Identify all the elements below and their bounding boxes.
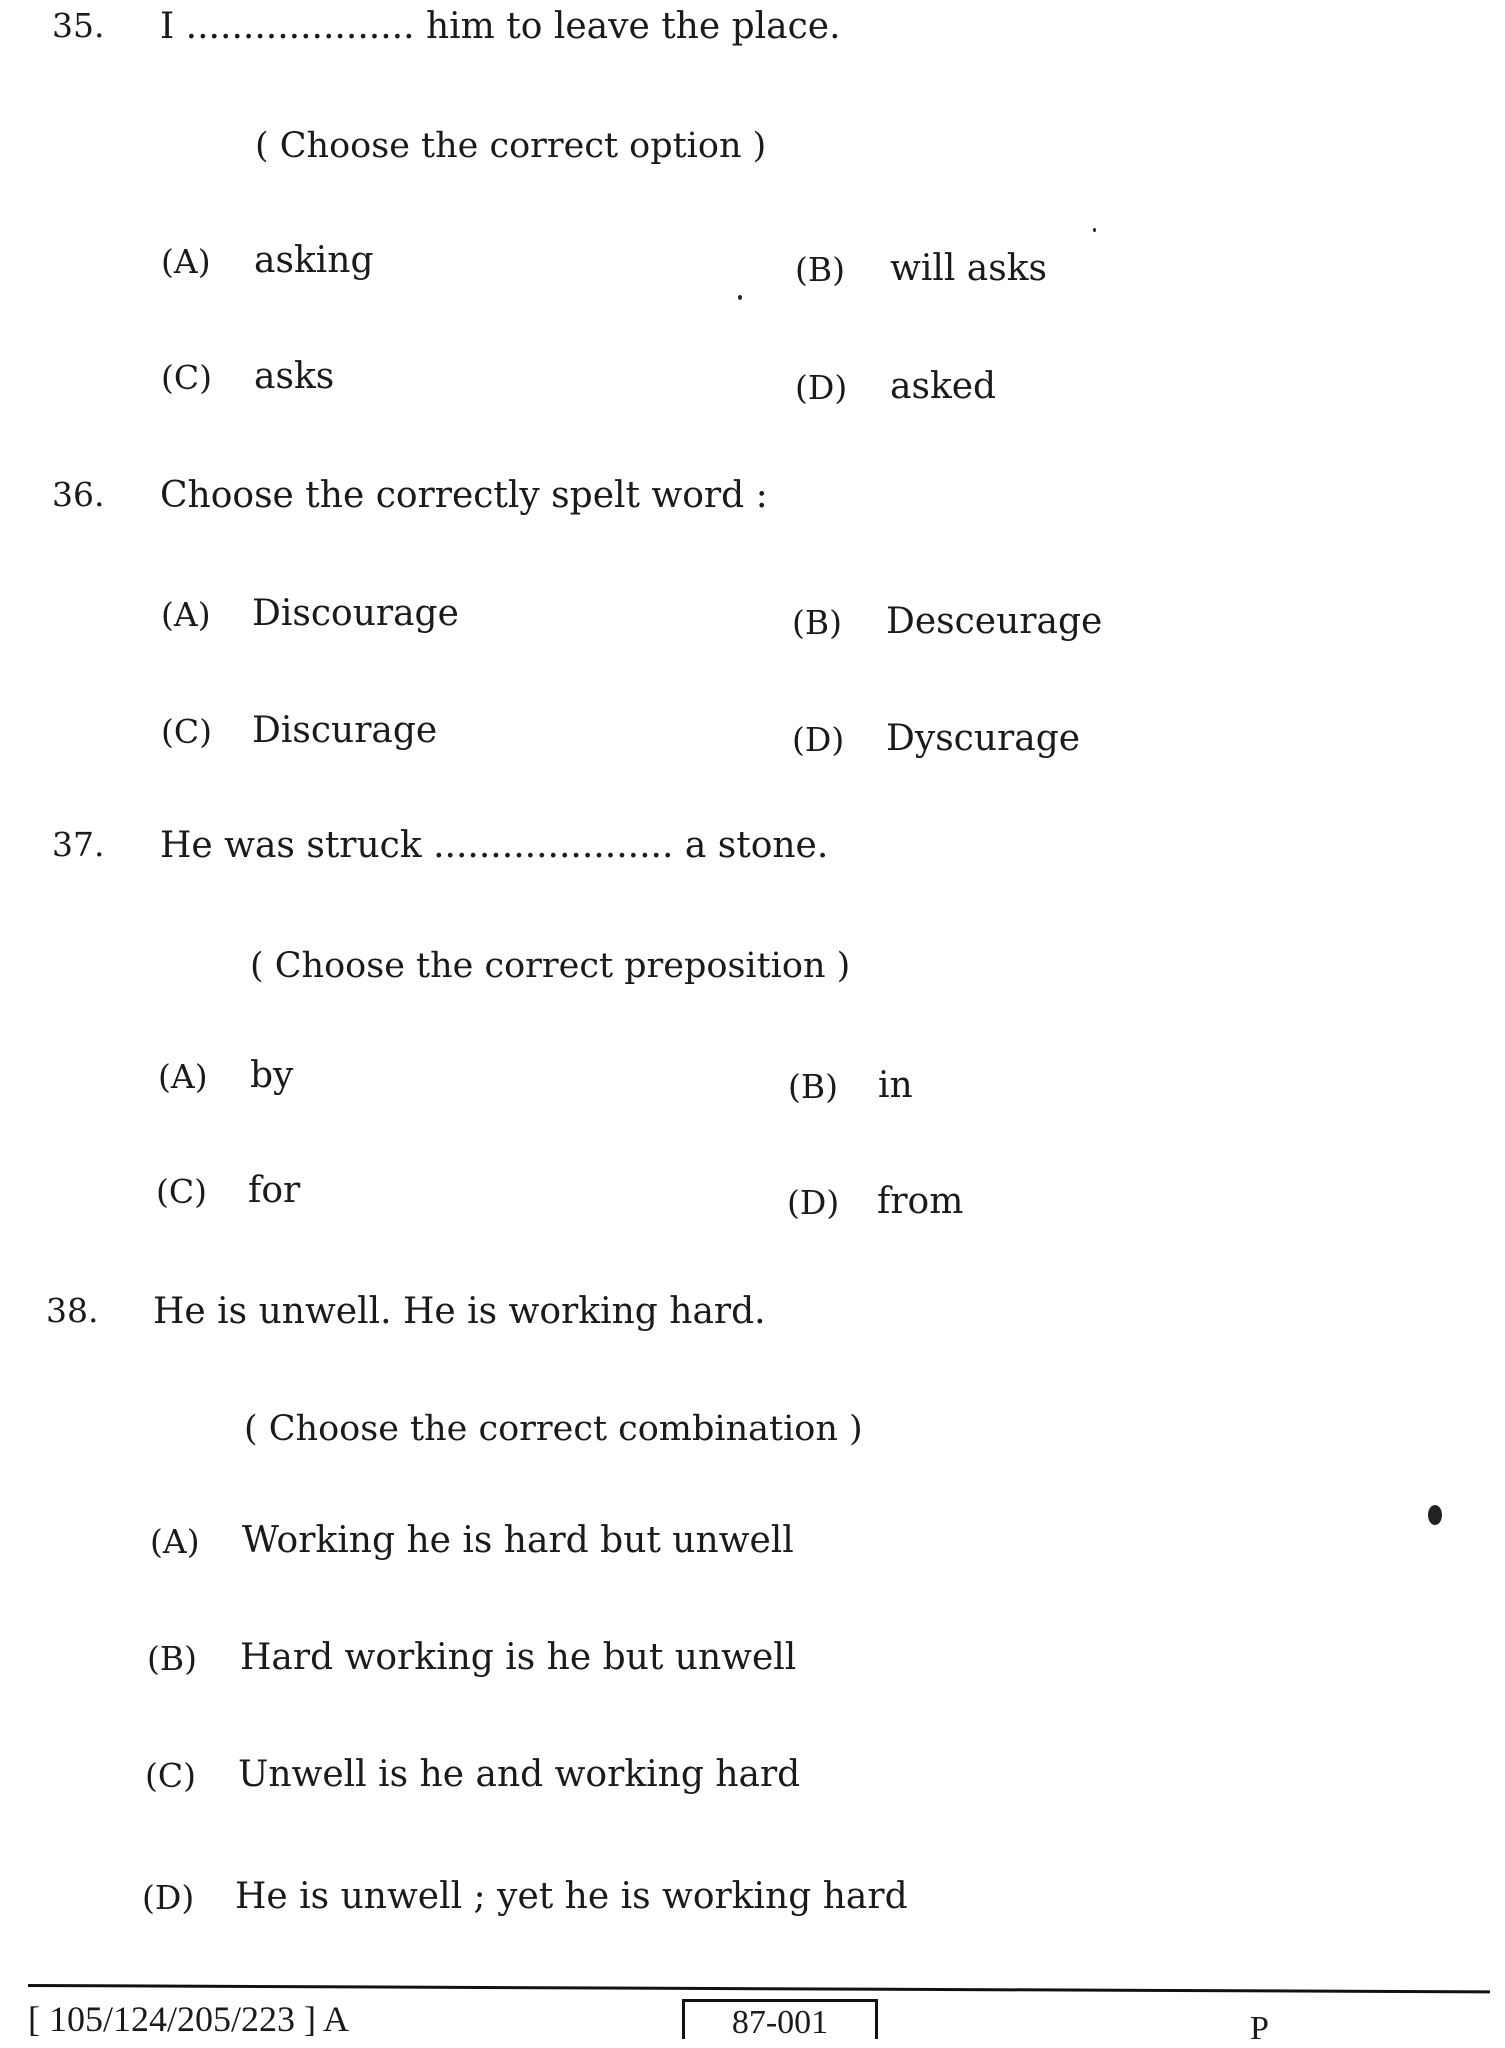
question-instruction: ( Choose the correct combination ) <box>244 1409 863 1449</box>
question-instruction: ( Choose the correct preposition ) <box>250 946 851 986</box>
option-letter: (A) <box>158 1057 208 1096</box>
scan-speck <box>1093 228 1096 232</box>
option-letter: (B) <box>792 603 842 642</box>
option-text[interactable]: for <box>248 1170 301 1211</box>
question-text: He was struck ..................... a stone. <box>160 825 829 866</box>
page-label: P <box>1250 2010 1269 2047</box>
question-number: 35. <box>52 6 105 45</box>
question-text: Choose the correctly spelt word : <box>160 475 768 516</box>
booklet-code: 87-001 <box>731 2004 829 2041</box>
option-letter: (B) <box>147 1639 197 1678</box>
question-text: I .................... him to leave the place. <box>160 6 841 47</box>
question-number: 36. <box>52 475 105 514</box>
question-instruction: ( Choose the correct option ) <box>255 126 767 166</box>
booklet-code-box <box>682 1999 878 2039</box>
option-letter: (C) <box>156 1172 207 1211</box>
option-letter: (D) <box>787 1183 840 1222</box>
paper-codes: [ 105/124/205/223 ] A <box>28 1999 349 2039</box>
option-letter: (D) <box>142 1878 195 1917</box>
option-text[interactable]: Discurage <box>252 710 438 751</box>
ink-blot-mark <box>1428 1505 1442 1525</box>
option-text[interactable]: Working he is hard but unwell <box>242 1520 794 1561</box>
scan-speck <box>738 295 742 300</box>
option-letter: (A) <box>161 595 211 634</box>
option-text[interactable]: Dyscurage <box>886 718 1081 759</box>
option-letter: (B) <box>795 250 845 289</box>
option-letter: (C) <box>145 1756 196 1795</box>
option-text[interactable]: Discourage <box>252 593 459 634</box>
option-letter: (A) <box>161 242 211 281</box>
option-text[interactable]: from <box>877 1181 964 1222</box>
option-letter: (C) <box>161 712 212 751</box>
option-text[interactable]: He is unwell ; yet he is working hard <box>235 1876 908 1917</box>
option-letter: (B) <box>788 1067 838 1106</box>
option-letter: (D) <box>795 368 848 407</box>
option-text[interactable]: asking <box>254 240 374 281</box>
option-text[interactable]: Unwell is he and working hard <box>238 1754 801 1795</box>
option-text[interactable]: in <box>878 1065 913 1106</box>
option-letter: (A) <box>150 1522 200 1561</box>
option-text[interactable]: Desceurage <box>886 601 1103 642</box>
option-text[interactable]: asks <box>254 356 335 397</box>
option-letter: (C) <box>161 358 212 397</box>
question-number: 38. <box>46 1291 99 1330</box>
option-text[interactable]: by <box>250 1055 294 1096</box>
question-number: 37. <box>52 825 105 864</box>
option-text[interactable]: Hard working is he but unwell <box>240 1637 797 1678</box>
option-letter: (D) <box>792 720 845 759</box>
option-text[interactable]: asked <box>890 366 997 407</box>
option-text[interactable]: will asks <box>890 248 1048 289</box>
footer-divider <box>28 1984 1490 1993</box>
question-text: He is unwell. He is working hard. <box>153 1291 766 1332</box>
